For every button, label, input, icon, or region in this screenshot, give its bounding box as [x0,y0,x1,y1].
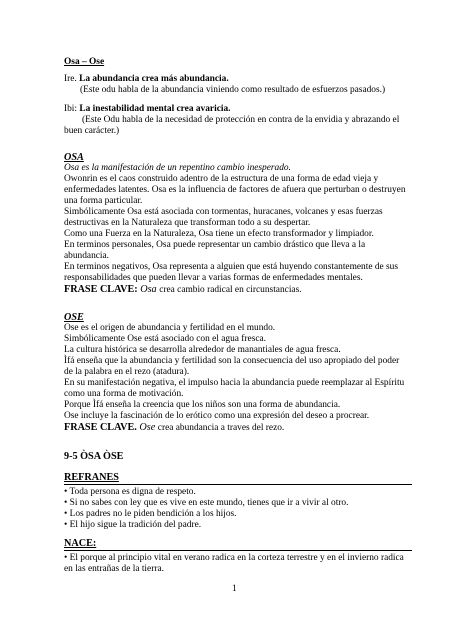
ose-frase-clave [64,422,434,434]
ose-line-8: Ose incluye la fascinación de lo erótico como una expresión del deseo a procrear. [64,411,370,421]
ose-line-4: de la palabra en el rezo (atadura). [64,367,190,377]
section-heading: 9-5 ÒSA ÒSE [64,451,124,462]
osa-frase-clave [64,284,434,296]
ose-line-2: La cultura histórica se desarrolla alrededor de manantiales de agua fresca. [64,345,341,355]
ose-line-6: como una forma de motivación. [64,389,184,399]
ose-clave-label: FRASE CLAVE. [64,422,137,433]
osa-line-9: En terminos negativos, Osa representa a alguien que está huyendo constantemente de sus [64,262,399,272]
ibi-note-line2: buen carácter.) [64,126,120,136]
osa-line-1: Owonrin es el caos construido adentro de la estructura de una forma de edad vieja y [64,174,379,184]
refran-1: • Si no sabes con ley que es vive en este mundo, tienes que ir a vivir al otro. [64,498,349,508]
ibi-prefix: Ibi: [64,104,78,114]
ibi-note-line1: (Este Odu habla de la necesidad de protección en contra de la envidia y abrazando el [82,115,400,125]
refran-0: • Toda persona es digna de respeto. [64,487,196,497]
osa-clave-word: Osa [140,284,157,295]
nace-rule [64,550,412,551]
refranes-heading: REFRANES [64,472,119,483]
ose-clave-word: Ose [139,422,156,433]
refran-3: • El hijo sigue la tradición del padre. [64,520,202,530]
ire-note: (Este odu habla de la abundancia viniendo como resultado de esfuerzos pasados.) [80,85,386,95]
osa-line-7: En terminos personales, Osa puede representar un cambio drástico que lleva a la [64,240,366,250]
osa-line-5: destructivas en la Naturaleza que transforman todo a su despertar. [64,218,311,228]
osa-line-8: abundancia. [64,251,110,261]
ire-heading-text: La abundancia crea más abundancia. [79,74,229,84]
ose-line-3: Ìfá enseña que la abundancia y fertilidad son la consecuencia del uso apropiado del poder [64,356,400,366]
osa-line-4: Simbólicamente Osa está asociada con tormentas, huracanes, volcanes y esas fuerzas [64,207,383,217]
nace-heading: NACE: [64,538,97,549]
osa-line-10: responsabilidades que pueden llevar a varias formas de enfermedades mentales. [64,273,363,283]
ose-line-0: Ose es el origen de abundancia y fertilidad en el mundo. [64,323,276,333]
osa-line-0: Osa es la manifestación de un repentino cambio inesperado. [64,163,291,173]
ire-prefix: Ire. [64,74,77,84]
osa-line-6: Como una Fuerza en la Naturaleza, Osa tiene un efecto transformador y limpiador. [64,229,374,239]
osa-clave-text: crea cambio radical en circunstancias. [159,285,302,295]
ose-clave-text: crea abundancia a traves del rezo. [157,423,285,433]
nace-line-0: • El porque al principio vital en verano radica en la corteza terrestre y en el invierno radica [64,553,404,563]
osa-line-2: enfermedades latentes. Osa es la influencia de factores de afuera que perturban o destruyen [64,185,406,195]
ose-heading: OSE [64,312,84,323]
ibi-heading [64,104,434,115]
page-number: 1 [232,584,237,594]
refranes-rule [64,484,412,485]
osa-heading: OSA [64,152,84,163]
ose-line-5: En su manifestación negativa, el impulso hacia la abundancia puede reemplazar al Espíritu [64,378,405,388]
ose-line-7: Porque Ìfá enseña la creencia que los niños son una forma de abundancia. [64,400,341,410]
document-title: Osa – Ose [64,57,105,67]
osa-clave-label: FRASE CLAVE: [64,284,138,295]
ibi-heading-text: La inestabilidad mental crea avaricia. [79,104,231,114]
ire-heading [64,74,434,85]
osa-line-3: una forma particular. [64,196,143,206]
refran-2: • Los padres no le piden bendición a los hijos. [64,509,237,519]
nace-line-1: en las entrañas de la tierra. [64,564,164,574]
ose-line-1: Simbólicamente Ose está asociado con el agua fresca. [64,334,267,344]
